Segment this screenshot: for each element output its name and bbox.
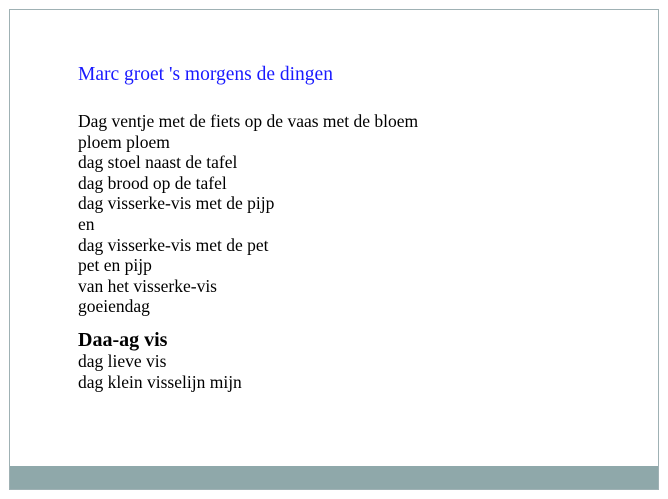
poem-line: dag klein visselijn mijn — [78, 371, 242, 392]
poem-line: goeiendag — [78, 296, 150, 317]
poem-line: dag stoel naast de tafel — [78, 152, 238, 173]
poem-line: ploem ploem — [78, 131, 170, 152]
poem-line: dag visserke-vis met de pet — [78, 234, 269, 255]
poem-line: dag brood op de tafel — [78, 172, 227, 193]
stanza-heading: Daa-ag vis — [78, 328, 168, 351]
poem-line: van het visserke-vis — [78, 275, 217, 296]
poem-line: en — [78, 213, 95, 234]
poem-line: Dag ventje met de fiets op de vaas met de bloem — [78, 111, 419, 131]
poem-line: dag visserke-vis met de pijp — [78, 193, 275, 214]
footer-bar — [10, 466, 658, 489]
stanza-gap — [78, 317, 638, 329]
poem-line: pet en pijp — [78, 255, 152, 276]
poem-body — [78, 111, 638, 392]
slide — [9, 9, 659, 490]
poem-line: dag lieve vis — [78, 350, 167, 371]
slide-title: Marc groet 's morgens de dingen — [78, 64, 333, 85]
